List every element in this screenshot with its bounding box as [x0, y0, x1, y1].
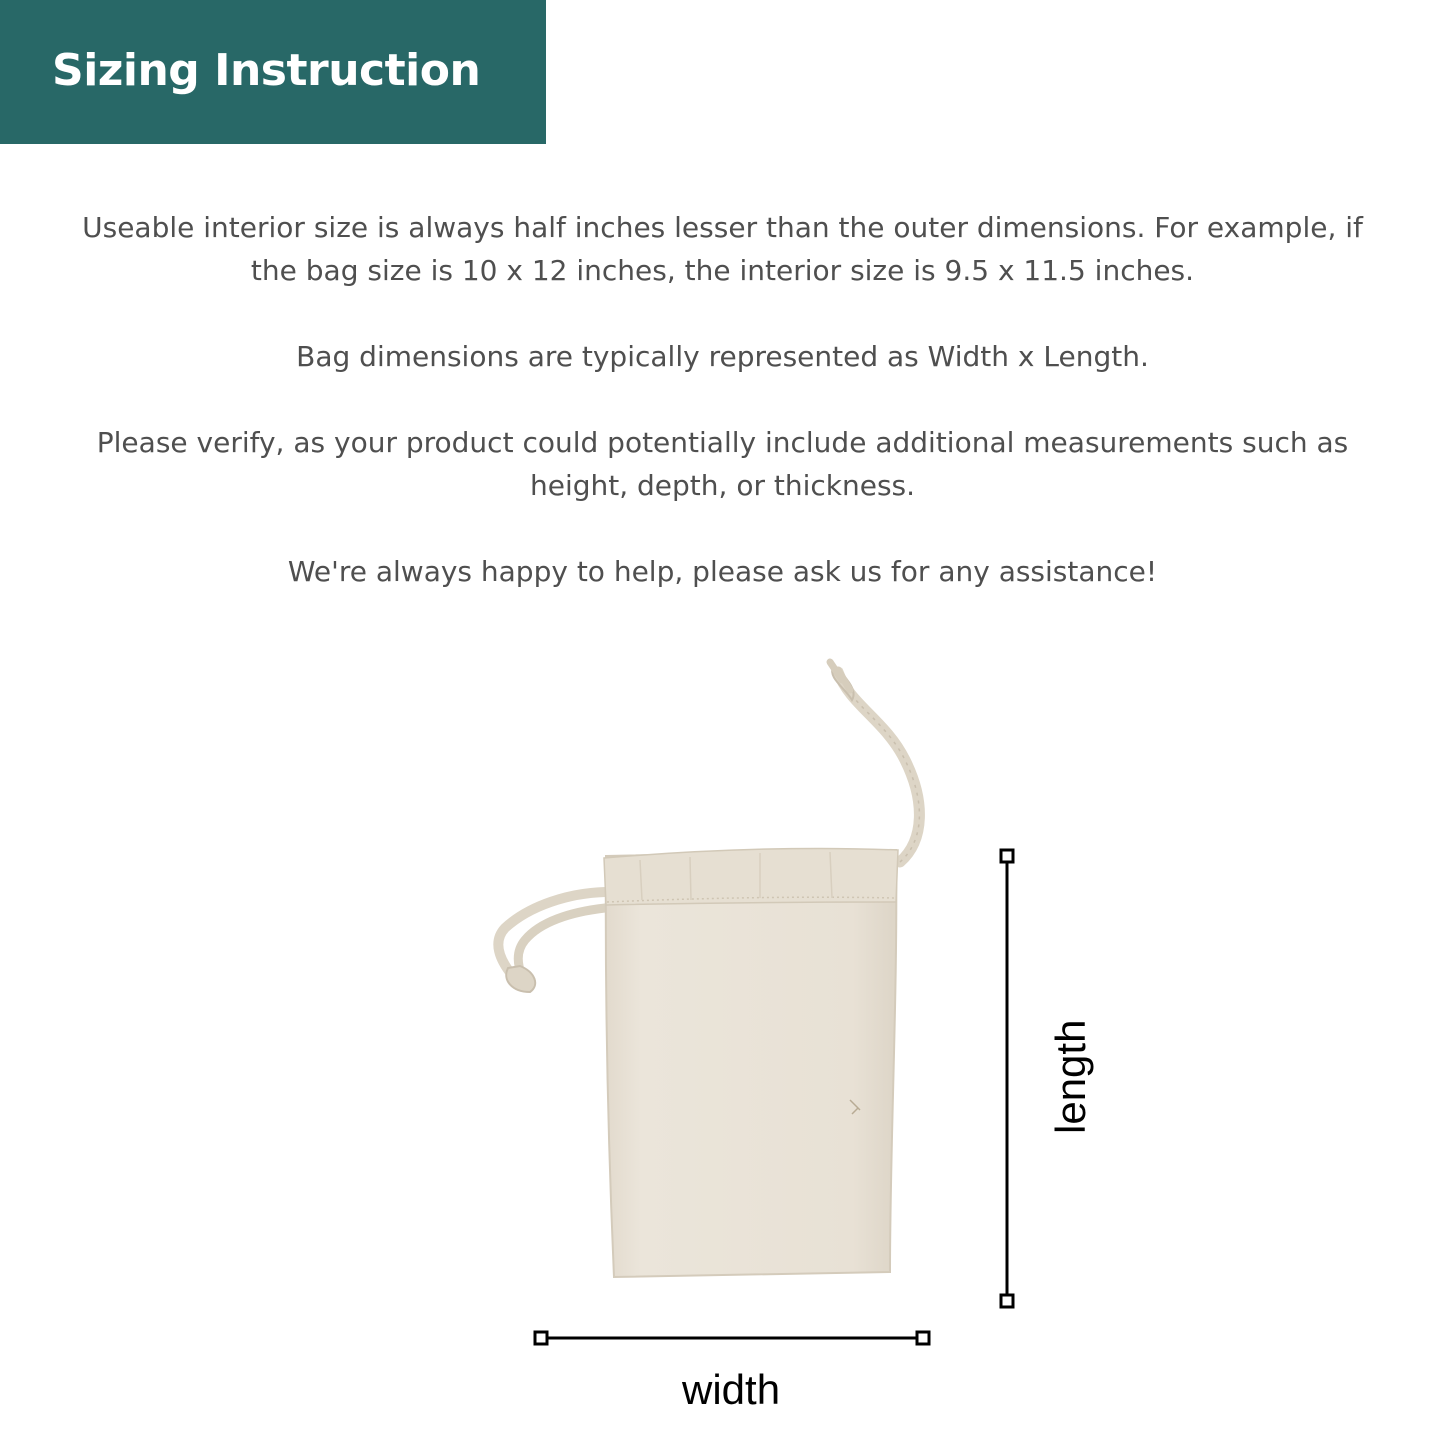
width-left-marker [535, 1332, 547, 1344]
width-label: width [682, 1366, 781, 1413]
length-bottom-marker [1001, 1295, 1013, 1307]
bag-hem [604, 848, 898, 905]
instruction-paragraph-help: We're always happy to help, please ask us for any assistance! [287, 555, 1158, 588]
length-top-marker [1001, 850, 1013, 862]
instruction-paragraph-interior-size: Useable interior size is always half inches lesser than the outer dimensions. For example, if the bag size is 10 x 12 inches, the interior size is 9.5 x 11.5 inches. [82, 211, 1363, 287]
width-right-marker [917, 1332, 929, 1344]
length-label: length [1047, 1019, 1094, 1134]
drawstring-bag-icon [498, 662, 919, 1277]
page-title: Sizing Instruction [52, 45, 481, 96]
length-dimension-line [1001, 850, 1013, 1307]
left-drawstring-knot [506, 966, 535, 992]
instruction-paragraph-verify: Please verify, as your product could potentially include additional measurements such as height, depth, or thickness. [96, 426, 1349, 502]
width-dimension-line [535, 1332, 929, 1344]
bag-body [606, 850, 897, 1277]
instruction-paragraph-dimensions-format: Bag dimensions are typically represented as Width x Length. [296, 340, 1149, 373]
right-drawstring [838, 672, 919, 862]
